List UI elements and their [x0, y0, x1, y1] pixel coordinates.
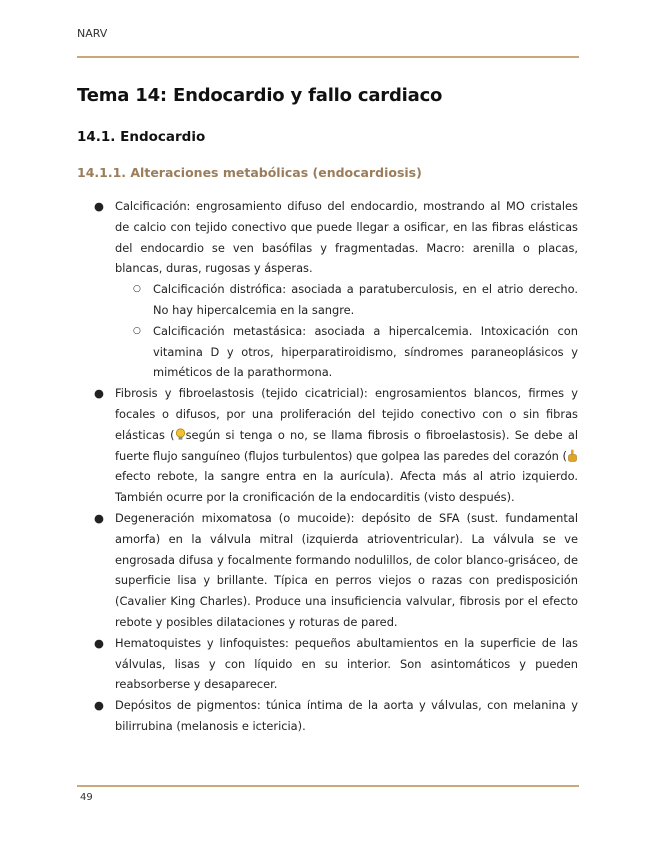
footer-rule: [77, 785, 579, 787]
sub-item-text: Calcificación metastásica: asociada a hipercalcemia. Intoxicación con vitamina D y otros, hiperparatiroidismo, síndromes paraneoplásicos y miméticos de la parathormona.: [153, 323, 578, 380]
subsection-heading: 14.1.1. Alteraciones metabólicas (endocardiosis): [77, 165, 422, 180]
lightbulb-icon: [175, 428, 186, 441]
bullet-icon: ●: [94, 510, 104, 525]
sub-item-metastasica: [133, 321, 578, 383]
main-list: [94, 196, 578, 737]
list-item-fibrosis: [94, 383, 578, 508]
item-text-part2: según si tenga o no, se llama fibrosis o fibroelastosis). Se debe al fuerte flujo sanguíneo (flujos turbulentos) que golpea las paredes del corazón (: [115, 427, 578, 463]
list-item-mixomatosa: [94, 508, 578, 633]
running-header: NARV: [77, 27, 108, 40]
list-item-calcificacion: [94, 196, 578, 383]
sub-item-distrofica: [133, 279, 578, 321]
sub-item-text: Calcificación distrófica: asociada a paratuberculosis, en el atrio derecho. No hay hipercalcemia en la sangre.: [153, 282, 578, 317]
item-text-part1: Fibrosis y fibroelastosis (tejido cicatricial): engrosamientos blancos, firmes y focales o difusos, por una proliferación del tejido conectivo con o sin fibras elásticas (: [115, 386, 578, 442]
item-text: Calcificación: engrosamiento difuso del endocardio, mostrando al MO cristales de calcio con tejido conectivo que puede llegar a osificar, en las fibras elásticas del endocardio se ven basófilas y fragmentadas. Macro: arenilla o placas, blancas, duras, rugosas y ásperas.: [115, 199, 578, 276]
header-rule: [77, 56, 579, 58]
circle-bullet-icon: ○: [133, 284, 141, 295]
bullet-icon: ●: [94, 386, 104, 401]
chapter-title: Tema 14: Endocardio y fallo cardiaco: [77, 85, 443, 106]
circle-bullet-icon: ○: [133, 325, 141, 336]
section-heading: 14.1. Endocardio: [77, 129, 206, 145]
sub-list: [115, 279, 578, 383]
item-text: Hematoquistes y linfoquistes: pequeños abultamientos en la superficie de las válvulas, lisas y con líquido en su interior. Son asintomáticos y pueden reabsorberse y desaparecer.: [115, 635, 578, 692]
page-number: 49: [80, 792, 93, 803]
list-item-pigmentos: [94, 695, 578, 737]
bullet-icon: ●: [94, 199, 104, 213]
item-text: Degeneración mixomatosa (o mucoide): depósito de SFA (sust. fundamental amorfa) en la válvula mitral (izquierda atrioventricular). La válvula se ve engrosada difusa y focalmente formando nodulillos, de color blanco-grisáceo, de superficie lisa y brillante. Típica en perros viejos o razas con predisposición (Cavalier King Charles). Produce una insuficiencia valvular, fibrosis por el efecto rebote y posibles dilataciones y roturas de pared.: [115, 510, 578, 629]
bullet-icon: ●: [94, 698, 104, 713]
item-text: Depósitos de pigmentos: túnica íntima de la aorta y válvulas, con melanina y bilirrubina (melanosis e ictericia).: [115, 698, 578, 733]
list-item-quistes: [94, 633, 578, 695]
body-content: [94, 196, 578, 737]
bullet-icon: ●: [94, 635, 104, 650]
item-text-part3: efecto rebote, la sangre entra en la aurícula). Afecta más al atrio izquierdo. También ocurre por la cronificación de la endocarditis (visto después).: [115, 469, 578, 505]
pointing-hand-icon: [567, 449, 578, 462]
